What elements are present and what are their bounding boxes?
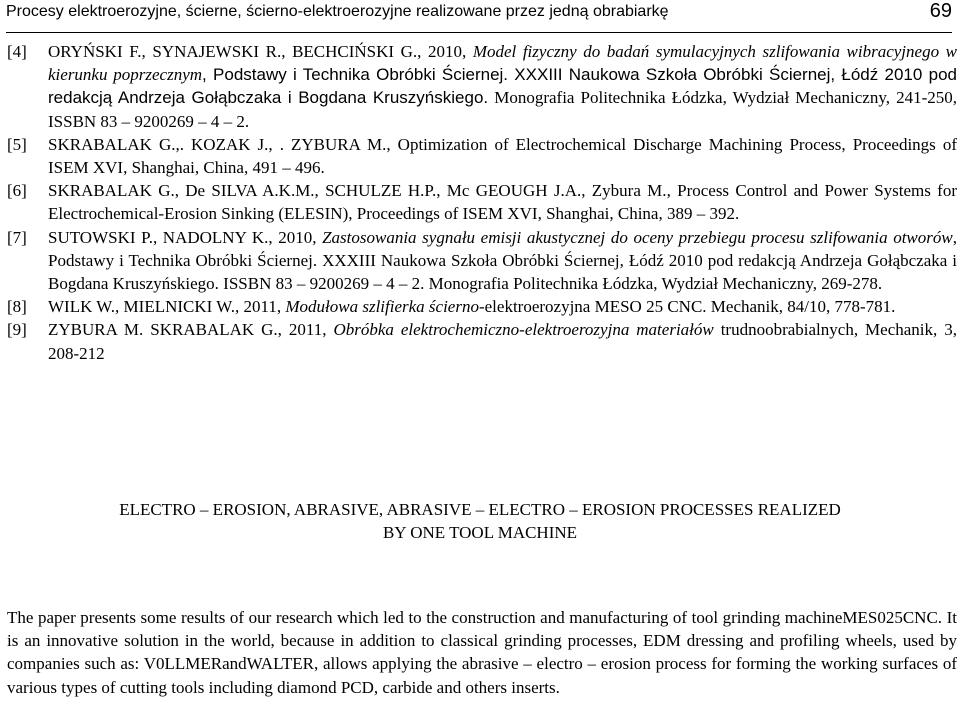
reference-number: [6] — [7, 181, 27, 201]
reference-item — [7, 295, 957, 318]
reference-authors: ORYŃSKI F., SYNAJEWSKI R., BECHCIŃSKI G., 2010, — [48, 42, 473, 61]
english-title — [0, 498, 960, 544]
running-header — [6, 0, 952, 33]
reference-item — [7, 179, 957, 225]
reference-details: trudnoobrabialnych, Mechanik, 3, 208-212 — [48, 320, 957, 363]
reference-title: Zastosowania sygnału emisji akustycznej do oceny przebiegu procesu szlifowania otworów — [322, 227, 953, 247]
page-number: 69 — [929, 0, 952, 22]
reference-number: [9] — [7, 320, 27, 340]
reference-authors: SUTOWSKI P., NADOLNY K., 2010, — [48, 227, 323, 247]
reference-list — [7, 40, 957, 365]
reference-details: , Process Control and Power Systems for Electrochemical-Erosion Sinking (ELESIN), Proceedings of ISEM XVI, Shanghai, China, 389 – 392. — [48, 181, 957, 224]
reference-number: [4] — [7, 42, 27, 61]
reference-item — [7, 40, 957, 133]
reference-item — [7, 226, 957, 296]
abstract-paragraph: The paper presents some results of our research which led to the construction and manufacturing of tool grinding machineMES025CNC. It is an innovative solution in the world, because in addition to classical grinding processes, EDM dressing and profiling wheels, used by companies such as: V0LLMERandWALTER, allows applying the abrasive – electro – erosion process for forming the working surfaces of various types of cutting tools including diamond PCD, carbide and others inserts. — [7, 608, 957, 697]
reference-title: Modułowa szlifierka ścierno- — [285, 297, 485, 317]
running-header-title: Procesy elektroerozyjne, ścierne, ścierno-elektroerozyjne realizowane przez jedną obrabiarkę — [6, 3, 669, 20]
reference-details: , Podstawy i Technika Obróbki Ściernej. XXXIII Naukowa Szkoła Obróbki Ściernej, Łódź 2010 pod redakcją Andrzeja Gołąbczaka i Bogdana Kruszyńskiego. — [48, 65, 957, 108]
reference-number: [5] — [7, 134, 27, 154]
reference-authors: ZYBURA M. SKRABALAK G., 2011, — [48, 320, 334, 340]
reference-title: Model fizyczny do badań symulacyjnych szlifowania wibracyjnego w kierunku poprzecznym — [48, 42, 957, 85]
reference-title: Obróbka elektrochemiczno-elektroerozyjna materiałów — [333, 320, 714, 340]
reference-details: , Podstawy i Technika Obróbki Ściernej. XXXIII Naukowa Szkoła Obróbki Ściernej, Łódź 2010 pod redakcją Andrzeja Gołąbczaka i Bogdana Kruszyńskiego. ISSBN 83 – 9200269 – 4 – 2. Monografia Politechnika Łódzka, Wydział Mechaniczny, 269-278. — [48, 227, 957, 294]
reference-number: [7] — [7, 227, 27, 247]
reference-authors: WILK W., MIELNICKI W., 2011, — [48, 297, 286, 317]
reference-number: [8] — [7, 297, 27, 317]
reference-details-cont: Monografia Politechnika Łódzka, Wydział Mechaniczny, 241-250, ISSBN 83 – 9200269 – 4 – 2. — [48, 88, 957, 131]
reference-item — [7, 318, 957, 364]
reference-item — [7, 133, 957, 179]
reference-details: , Optimization of Electrochemical Discharge Machining Process, Proceedings of ISEM XVI, Shanghai, China, 491 – 496. — [48, 134, 958, 178]
english-title-line-2: BY ONE TOOL MACHINE — [382, 523, 578, 542]
reference-details: elektroerozyjna MESO 25 CNC. Mechanik, 84/10, 778-781. — [484, 297, 896, 317]
reference-authors: SKRABALAK G.,. KOZAK J., . ZYBURA M. — [48, 134, 387, 154]
reference-authors: SKRABALAK G., De SILVA A.K.M., SCHULZE H.P., Mc GEOUGH J.A., Zybura M. — [48, 181, 667, 201]
english-title-line-1: ELECTRO – EROSION, ABRASIVE, ABRASIVE – ELECTRO – EROSION PROCESSES REALIZED — [119, 500, 841, 519]
